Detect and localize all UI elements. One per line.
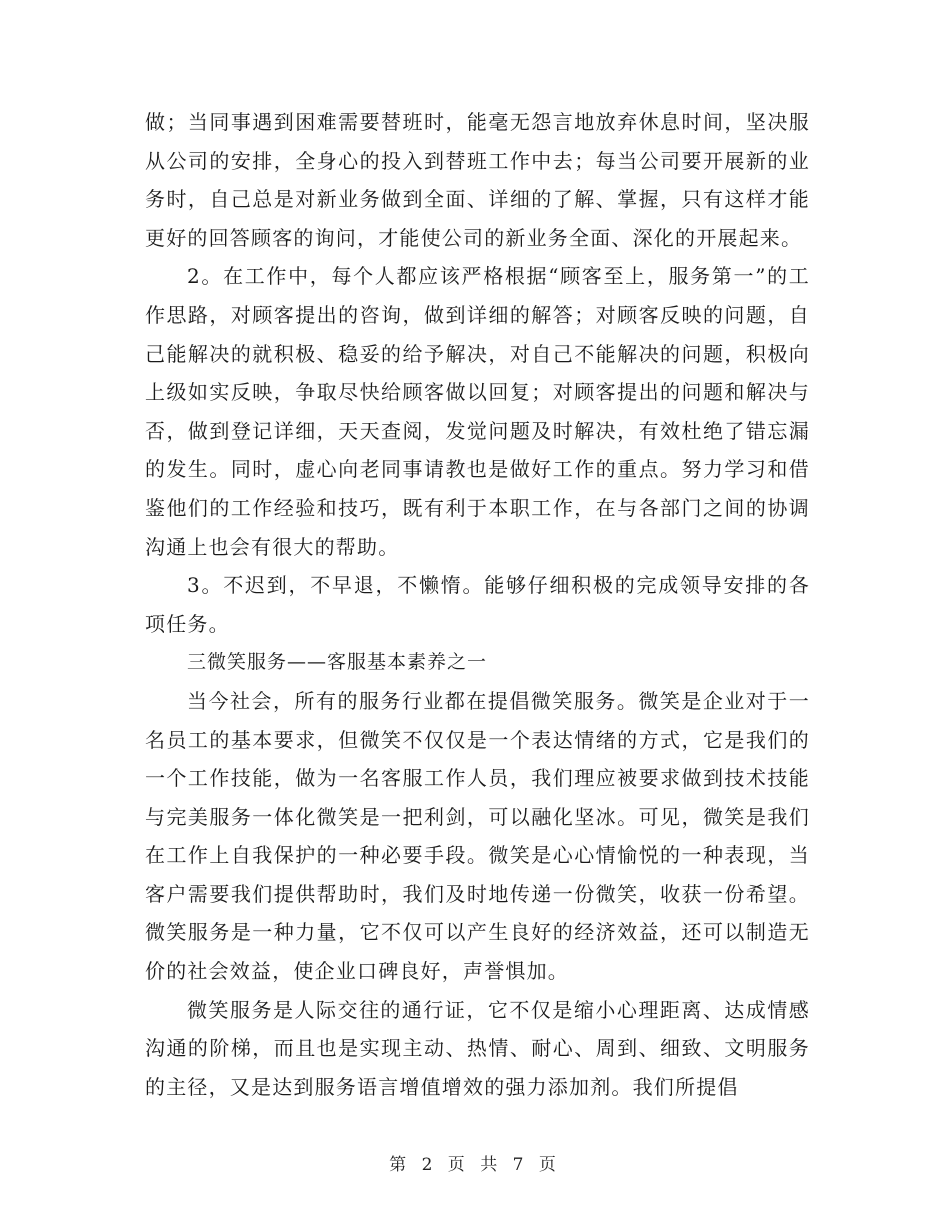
paragraph-smile-passport: 微笑服务是人际交往的通行证，它不仅是缩小心理距离、达成情感沟通的阶梯，而且也是实现主动、热情、耐心、周到、细致、文明服务的主径，又是达到服务语言增值增效的强力添加剂。我们所提倡 [145, 997, 810, 1099]
section-heading: 三微笑服务——客服基本素养之一 [187, 651, 488, 674]
paragraph-item-2: 2。在工作中，每个人都应该严格根据“顾客至上，服务第一”的工作思路，对顾客提出的咨询，做到详细的解答；对顾客反映的问题，自己能解决的就积极、稳妥的给予解决，对自己不能解决的问题，积极向上级如实反映，争取尽快给顾客做以回复；对顾客提出的问题和解决与否，做到登记详细，天天查阅，发觉问题及时解决，有效杜绝了错忘漏的发生。同时，虚心向老同事请教也是做好工作的重点。努力学习和借鉴他们的工作经验和技巧，既有利于本职工作，在与各部门之间的协调沟通上也会有很大的帮助。 [145, 264, 810, 559]
paragraph-smile-service: 当今社会，所有的服务行业都在提倡微笑服务。微笑是企业对于一名员工的基本要求，但微笑不仅仅是一个表达情绪的方式，它是我们的一个工作技能，做为一名客服工作人员，我们理应被要求做到技术技能与完美服务一体化微笑是一把利剑，可以融化坚冰。可见，微笑是我们在工作上自我保护的一种必要手段。微笑是心心情愉悦的一种表现，当客户需要我们提供帮助时，我们及时地传递一份微笑，收获一份希望。微笑服务是一种力量，它不仅可以产生良好的经济效益，还可以制造无价的社会效益，使企业口碑良好，声誉惧加。 [145, 688, 810, 984]
paragraph-continuation: 做；当同事遇到困难需要替班时，能毫无怨言地放弃休息时间，坚决服从公司的安排，全身心的投入到替班工作中去；每当公司要开展新的业务时，自己总是对新业务做到全面、详细的了解、掌握，只有这样才能更好的回答顾客的询问，才能使公司的新业务全面、深化的开展起来。 [145, 110, 810, 250]
document-body [145, 103, 810, 1106]
paragraph-item-3: 3。不迟到，不早退，不懒惰。能够仔细积极的完成领导安排的各项任务。 [145, 573, 810, 636]
page-footer: 第 2 页 共 7 页 [389, 1155, 561, 1175]
